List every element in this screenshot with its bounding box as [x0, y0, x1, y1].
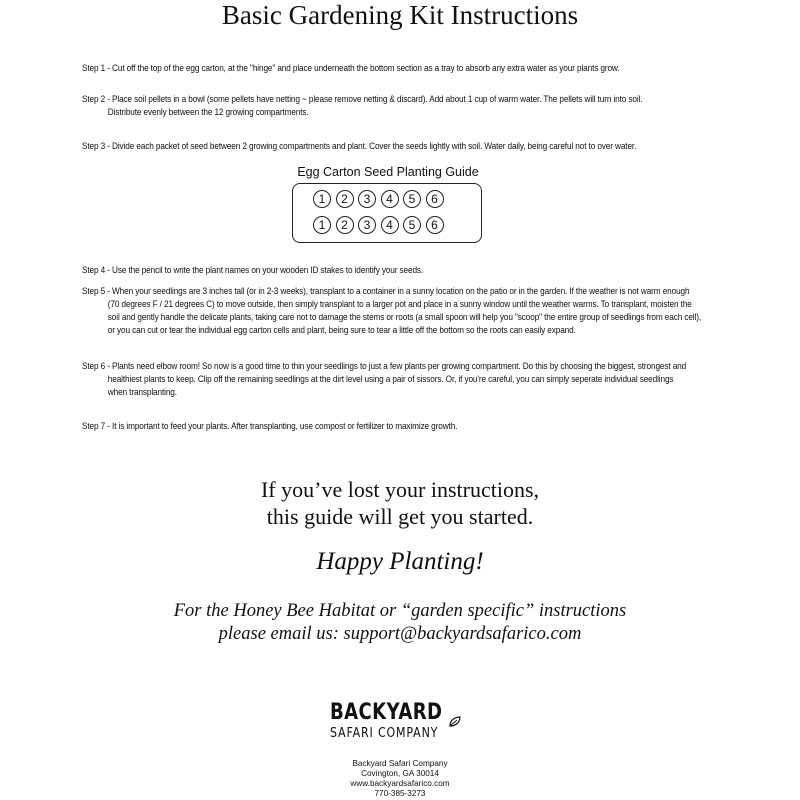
step-2: [82, 93, 761, 119]
step-1-line-1: Step 1 - Cut off the top of the egg carton, at the "hinge" and place underneath the bottom section as a tray to absorb any extra water as your plants grow.: [82, 63, 620, 74]
page-title: Basic Gardening Kit Instructions: [221, 0, 579, 30]
step-3: [82, 140, 761, 153]
contact-website: www.backyardsafarico.com: [350, 779, 450, 788]
step-3-line-1: Step 3 - Divide each packet of seed between 2 growing compartments and plant. Cover the seeds lightly with soil. Water daily, being careful not to over water.: [82, 141, 637, 152]
happy-planting: Happy Planting!: [316, 548, 484, 575]
step-6-line-1: Step 6 - Plants need elbow room! So now is a good time to thin your seedlings to just a few plants per growing compartment. Do this by choosing the biggest, strongest and: [82, 361, 687, 372]
step-5-line-4: or you can cut or tear the individual egg carton cells and plant, being sure to tear a little off the bottom so the roots can easily expand.: [107, 325, 576, 336]
lost-line-1: If you’ve lost your instructions,: [260, 477, 540, 502]
egg-carton-diagram: [292, 183, 482, 243]
email-line-2: please email us: support@backyardsafarico.com: [218, 624, 582, 644]
logo-bottom-text: SAFARI COMPANY: [330, 725, 439, 741]
carton-cell: 3: [358, 216, 376, 234]
leaf-icon: [448, 716, 462, 728]
step-1: [82, 62, 761, 75]
step-7-line-1: Step 7 - It is important to feed your plants. After transplanting, use compost or fertilizer to maximize growth.: [82, 421, 458, 432]
carton-cell: 3: [358, 190, 376, 208]
contact-info: [0, 759, 800, 799]
step-7: [82, 420, 761, 433]
step-5-line-3: soil and gently handle the delicate plants, taking care not to damage the stems or roots (a small spoon will help you "scoop" the entire group of seedlings from each cell),: [107, 312, 701, 323]
step-5-line-1: Step 5 - When your seedlings are 3 inches tall (or in 2-3 weeks), transplant to a container in a sunny location on the patio or in the garden. If the weather is not warm enough: [82, 286, 690, 297]
contact-company: Backyard Safari Company: [352, 759, 448, 768]
planting-guide-title: Egg Carton Seed Planting Guide: [297, 165, 479, 179]
step-4: [82, 264, 761, 277]
contact-phone: 770-385-3273: [374, 789, 426, 798]
step-5-line-2: (70 degrees F / 21 degrees C) to move outside, then simply transplant to a larger pot and place in a sunny window until the weather warms. To transplant, moisten the: [107, 299, 692, 310]
carton-cell: 4: [381, 216, 399, 234]
step-2-line-2: Distribute evenly between the 12 growing compartments.: [107, 107, 309, 118]
carton-cell: 5: [403, 216, 421, 234]
email-note: [0, 600, 800, 646]
carton-row-1: [313, 190, 444, 208]
carton-cell: 1: [313, 216, 331, 234]
step-5: [82, 285, 761, 337]
step-6: [82, 360, 761, 399]
lost-instructions-note: [0, 476, 800, 530]
carton-cell: 2: [336, 216, 354, 234]
carton-cell: 6: [426, 190, 444, 208]
step-2-line-1: Step 2 - Place soil pellets in a bowl (some pellets have netting ~ please remove netting & discard). Add about 1 cup of warm water. The pellets will turn into soil.: [82, 94, 643, 105]
step-6-line-3: when transplanting.: [107, 387, 177, 398]
email-line-1: For the Honey Bee Habitat or “garden specific” instructions: [173, 601, 627, 621]
contact-address: Covington, GA 30014: [361, 769, 439, 778]
carton-cell: 2: [336, 190, 354, 208]
carton-cell: 1: [313, 190, 331, 208]
carton-cell: 5: [403, 190, 421, 208]
lost-line-2: this guide will get you started.: [266, 504, 534, 529]
carton-row-2: [313, 216, 444, 234]
company-logo: [318, 700, 478, 750]
logo-top-text: BACKYARD: [330, 700, 443, 725]
carton-cell: 4: [381, 190, 399, 208]
step-6-line-2: healthiest plants to keep. Clip off the remaining seedlings at the dirt level using a pair of sissors. Or, if you're careful, you can simply seperate individual seedlings: [107, 374, 674, 385]
step-4-line-1: Step 4 - Use the pencil to write the plant names on your wooden ID stakes to identify your seeds.: [82, 265, 424, 276]
carton-cell: 6: [426, 216, 444, 234]
